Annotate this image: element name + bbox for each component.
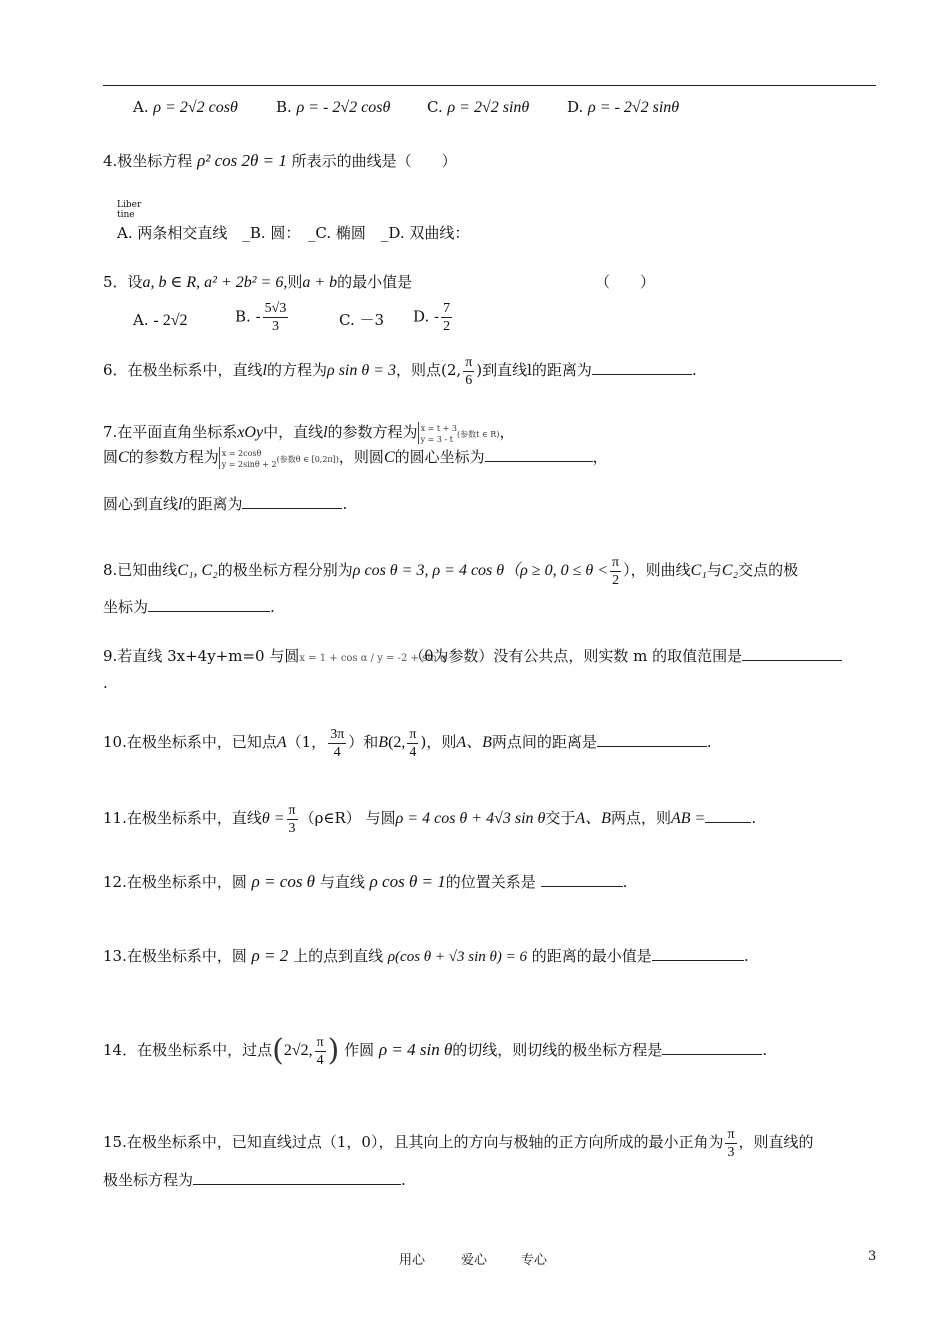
question-4: 4.极坐标方程 ρ² cos 2θ = 1 所表示的曲线是（ ）	[103, 151, 457, 170]
page-number: 3	[868, 1249, 877, 1264]
q9-answer-blank[interactable]	[742, 646, 842, 661]
question-8-line2: 坐标为 .	[103, 598, 275, 616]
q3-option-a: A. ρ = 2√2 cosθ	[133, 98, 238, 116]
q3-option-d: D. ρ = - 2√2 sinθ	[567, 98, 680, 116]
question-9: 9.若直线 3x+4y+m=0 与圆x = 1 + cos α / y = -2 + sin α（θ为参数）没有公共点，则实数 m 的取值范围是	[103, 646, 842, 666]
q6-answer-blank[interactable]	[592, 360, 692, 375]
q11-answer-blank[interactable]	[705, 808, 751, 823]
question-7-line2: 圆C的参数方程为 x = 2cosθ y = 2sinθ + 2(参数θ ∈ [0,2π])，则圆C的圆心坐标为 ，	[103, 448, 608, 469]
q4-options: A. 两条相交直线 _B. 圆： _C. 椭圆 _D. 双曲线：	[117, 224, 470, 242]
q5-option-a: A. - 2√2	[133, 311, 188, 329]
footer-text-2: 爱心	[461, 1253, 488, 1268]
question-8-line1: 8.已知曲线C₁, C₂的极坐标方程分别为ρ cos θ = 3, ρ = 4 cos θ（ρ ≥ 0, 0 ≤ θ < $\frac{\pi}{2}$ ），则曲线C₁与C₂交点的极	[103, 554, 799, 588]
question-12: 12.在极坐标系中，圆 ρ = cos θ 与直线 ρ cos θ = 1的位置关系是 .	[103, 872, 628, 891]
question-10: 10.在极坐标系中，已知点A（1， $\frac{3\pi}{4}$ ）和B(2, $\frac{\pi}{4}$ )，则A、B两点间的距离是 .	[103, 726, 712, 760]
header-rule	[103, 85, 876, 86]
q10-answer-blank[interactable]	[597, 732, 707, 747]
question-5: 5．设a, b ∈ R, a² + 2b² = 6,则a + b的最小值是 （ ）	[103, 273, 656, 291]
q14-answer-blank[interactable]	[662, 1040, 762, 1055]
question-11: 11.在极坐标系中，直线θ = $\frac{\pi}{3}$ （ρ∈R） 与圆ρ = 4 cos θ + 4√3 sin θ交于A、B两点，则AB = .	[103, 802, 757, 836]
q12-answer-blank[interactable]	[541, 872, 623, 887]
q5-option-b: B. - $\frac{5√3}{3}$	[235, 301, 287, 334]
q5-option-d: D. - $\frac{7}{2}$	[413, 301, 451, 334]
q8-answer-blank[interactable]	[148, 597, 270, 612]
q5-option-c: C. －3	[339, 311, 385, 329]
footer-text-3: 专心	[521, 1253, 548, 1268]
question-7-line3: 圆心到直线l的距离为 .	[103, 495, 348, 513]
q15-answer-blank[interactable]	[193, 1170, 401, 1185]
footer-text-1: 用心	[399, 1253, 426, 1268]
q3-option-b: B. ρ = - 2√2 cosθ	[276, 98, 391, 116]
question-9-line2: .	[103, 674, 108, 692]
q3-option-c: C. ρ = 2√2 sinθ	[427, 98, 530, 116]
q13-answer-blank[interactable]	[652, 946, 744, 961]
question-7-line1: 7.在平面直角坐标系xOy中，直线l的参数方程为 x = t + 3 y = 3 - t(参数t ∈ R)，	[103, 423, 515, 444]
q4-artifact: Liber tine	[117, 200, 142, 220]
question-6: 6．在极坐标系中，直线l的方程为ρ sin θ = 3，则点(2, $\frac{\pi}{6}$ )到直线l的距离为 .	[103, 354, 697, 388]
question-13: 13.在极坐标系中，圆 ρ = 2 上的点到直线 ρ(cos θ + √3 sin θ) = 6 的距离的最小值是 .	[103, 946, 749, 965]
question-15-line2: 极坐标方程为 .	[103, 1171, 406, 1189]
q7-distance-blank[interactable]	[242, 494, 342, 509]
question-14: 14．在极坐标系中，过点(2√2, $\frac{\pi}{4}$ ) 作圆 ρ = 4 sin θ的切线，则切线的极坐标方程是 .	[103, 1033, 768, 1068]
question-15-line1: 15.在极坐标系中，已知直线过点（1，0），且其向上的方向与极轴的正方向所成的最小正角为 $\frac{\pi}{3}$ ，则直线的	[103, 1126, 814, 1160]
q7-center-blank[interactable]	[485, 447, 593, 462]
